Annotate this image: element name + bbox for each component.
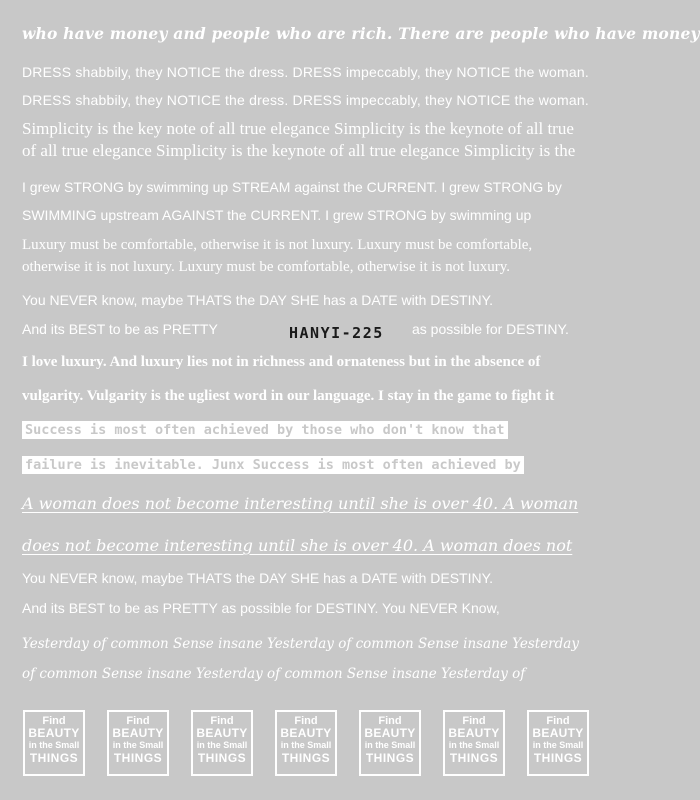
text-line-2: DRESS shabbily, they NOTICE the dress. DRESS impeccably, they NOTICE the woman. [22,64,589,80]
text-line-12: I love luxury. And luxury lies not in richness and ornateness but in the absence of [22,354,541,370]
badge-text-4: THINGS [449,751,499,765]
badge-text-3: in the Small [280,740,332,750]
text-line-6: I grew STRONG by swimming up STREAM against the CURRENT. I grew STRONG by [22,179,562,195]
badge-text-1: Find [42,715,66,727]
badge-text-3: in the Small [196,740,248,750]
text-line-19: And its BEST to be as PRETTY as possible for DESTINY. You NEVER Know, [22,600,500,616]
badge-text-2: BEAUTY [364,726,416,740]
badge-text-4: THINGS [29,751,79,765]
text-line-18: You NEVER know, maybe THATS the DAY SHE has a DATE with DESTINY. [22,570,494,586]
badge-text-2: BEAUTY [196,726,248,740]
badge-text-3: in the Small [28,740,80,750]
text-line-9: otherwise it is not luxury. Luxury must be comfortable, otherwise it is not luxury. [22,259,510,275]
find-beauty-badge [443,710,505,776]
text-line-11-tail: as possible for DESTINY. [412,321,569,337]
text-line-16: A woman does not become interesting until she is over 40. A woman [22,494,579,513]
badge-text-1: Find [546,715,570,727]
badge-text-2: BEAUTY [112,726,164,740]
badge-text-3: in the Small [448,740,500,750]
text-line-15 [22,459,595,473]
text-line-8: Luxury must be comfortable, otherwise it is not luxury. Luxury must be comfortable, [22,237,533,253]
text-line-10: You NEVER know, maybe THATS the DAY SHE has a DATE with DESTINY. [22,292,494,308]
badge-text-2: BEAUTY [28,726,80,740]
text-line-4: Simplicity is the key note of all true elegance Simplicity is the keynote of all true [22,119,574,138]
badge-text-2: BEAUTY [532,726,584,740]
badge-text-3: in the Small [532,740,584,750]
text-line-3: DRESS shabbily, they NOTICE the dress. DRESS impeccably, they NOTICE the woman. [22,92,589,108]
badge-text-4: THINGS [365,751,415,765]
badge-text-1: Find [378,715,402,727]
text-line-14 [22,424,595,438]
badge-text-1: Find [126,715,150,727]
badge-text-2: BEAUTY [280,726,332,740]
badge-text-3: in the Small [364,740,416,750]
badge-text-2: BEAUTY [448,726,500,740]
badge-text-1: Find [210,715,234,727]
badge-text-3: in the Small [112,740,164,750]
text-line-5: of all true elegance Simplicity is the keynote of all true elegance Simplicity is the [22,141,576,160]
highlighted-text-15: failure is inevitable. Junx Success is most often achieved by [22,456,524,474]
badge-text-1: Find [462,715,486,727]
find-beauty-badge [527,710,589,776]
text-line-17: does not become interesting until she is over 40. A woman does not [22,536,573,555]
badge-text-4: THINGS [533,751,583,765]
badge-text-1: Find [294,715,318,727]
find-beauty-badge [191,710,253,776]
text-line-20: Yesterday of common Sense insane Yesterday of common Sense insane Yesterday [22,636,579,652]
badge-text-4: THINGS [113,751,163,765]
find-beauty-badge [275,710,337,776]
find-beauty-badge [359,710,421,776]
text-line-11 [22,322,267,336]
find-beauty-badge [107,710,169,776]
badge-row [23,710,603,780]
text-line-7: SWIMMING upstream AGAINST the CURRENT. I grew STRONG by swimming up [22,207,532,223]
product-code-label: HANYI-225 [283,323,390,343]
highlighted-text-14: Success is most often achieved by those who don't know that [22,421,508,439]
find-beauty-badge [23,710,85,776]
text-line-11-start: And its BEST to be as PRETTY [22,321,218,337]
text-line-13: vulgarity. Vulgarity is the ugliest word in our language. I stay in the game to fight it [22,388,555,404]
badge-text-4: THINGS [281,751,331,765]
text-line-21: of common Sense insane Yesterday of common Sense insane Yesterday of [22,666,526,682]
badge-text-4: THINGS [197,751,247,765]
text-line-1: who have money and people who are rich. There are people who have money [22,24,700,43]
